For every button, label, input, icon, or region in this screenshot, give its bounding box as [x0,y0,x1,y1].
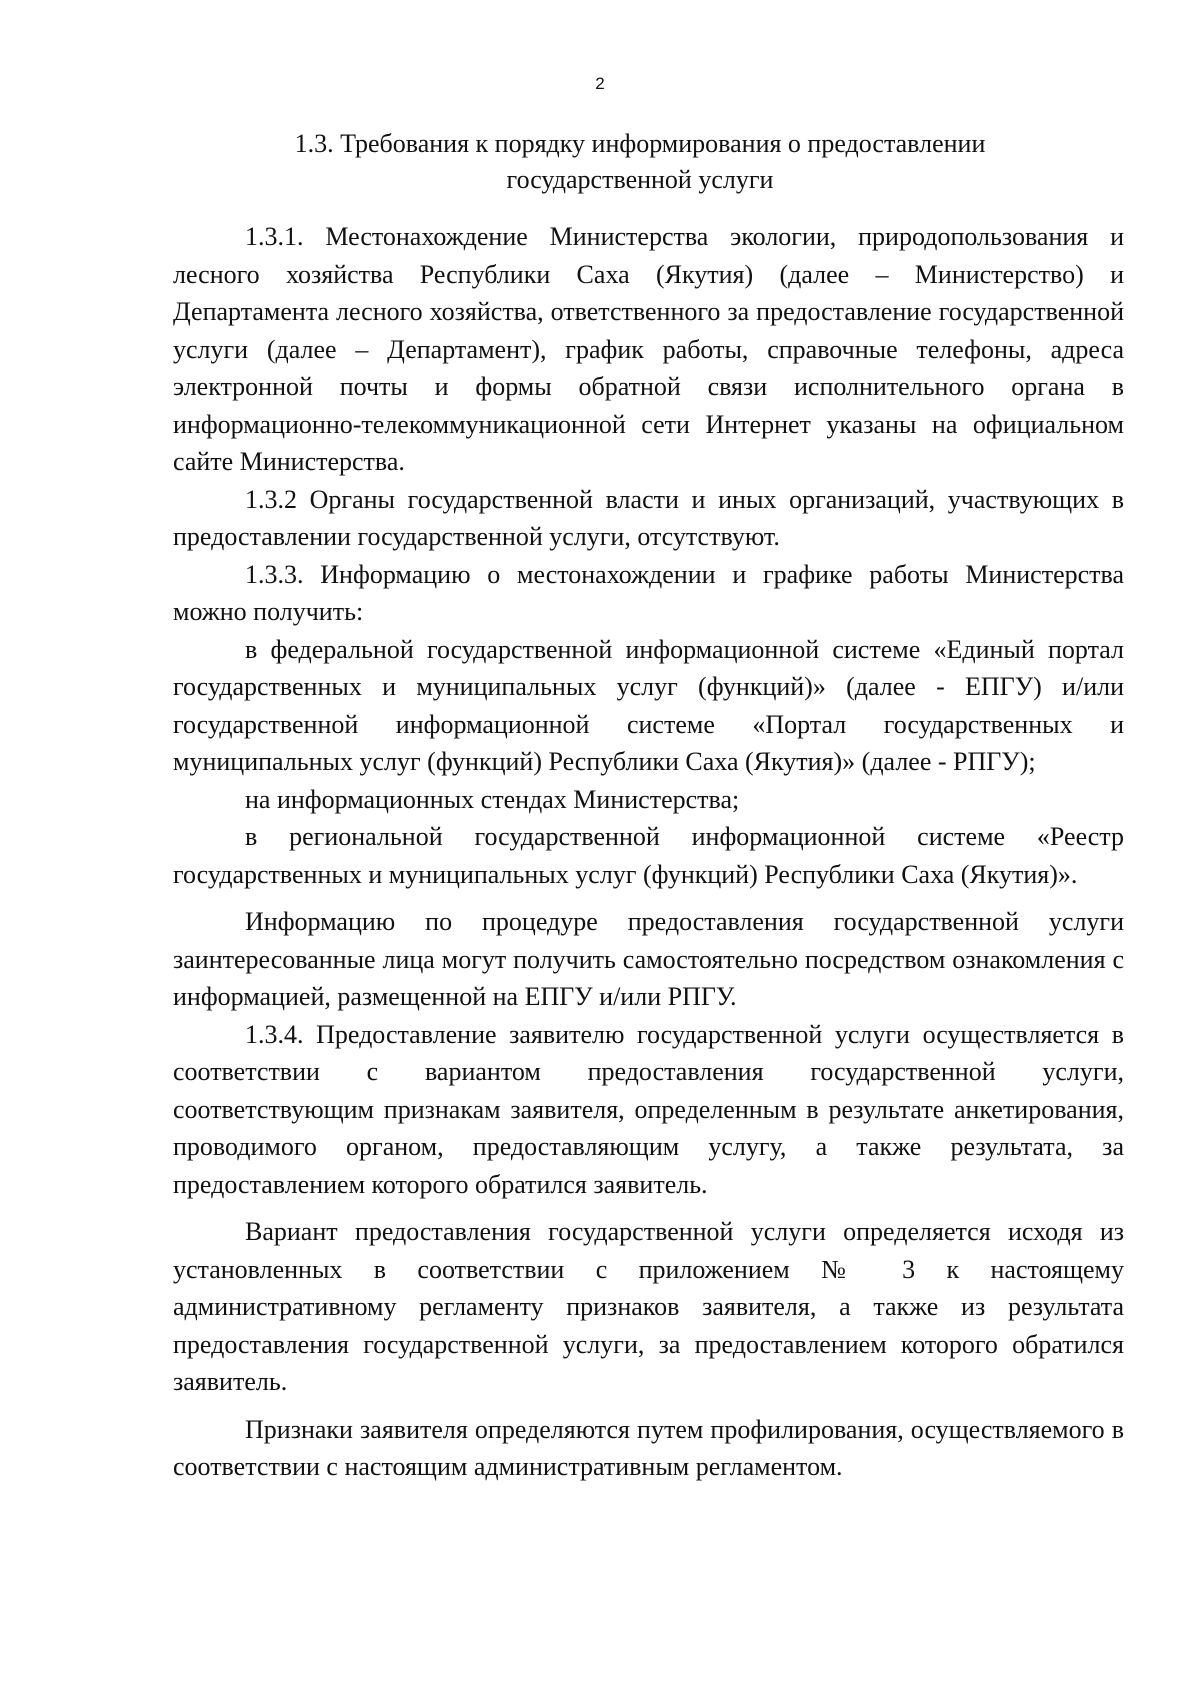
paragraph-applicant-features: Признаки заявителя определяются путем профилирования, осуществляемого в соответствии с настоящим административным регламентом. [173,1414,1124,1481]
document-body [173,218,1124,1486]
paragraph-1-3-1: 1.3.1. Местонахождение Министерства экологии, природопользования и лесного хозяйства Республики Саха (Якутия) (далее – Министерство) и Департамента лесного хозяйства, ответственного за предоставление государственной услуги (далее – Департамент), график работы, справочные телефоны, адреса электронной почты и формы обратной связи исполнительного органа в информационно-телекоммуникационной сети Интернет указаны на официальном сайте Министерства. [173,222,1124,476]
section-heading-line-2: государственной услуги [506,165,774,194]
paragraph-procedure-info: Информацию по процедуре предоставления государственной услуги заинтересованные лица могут получить самостоятельно посредством ознакомления с информацией, размещенной на ЕПГУ и/или РПГУ. [173,907,1124,1011]
section-heading-line-1: 1.3. Требования к порядку информирования о предоставлении [294,129,986,158]
page-number: 2 [595,74,605,93]
section-heading [160,126,1120,198]
paragraph-service-variant: Вариант предоставления государственной услуги определяется исходя из установленных в соответствии с приложением № 3 к настоящему административному регламенту признаков заявителя, а также из результата предоставления государственной услуги, за предоставлением которого обратился заявитель. [173,1217,1124,1396]
paragraph-1-3-4: 1.3.4. Предоставление заявителю государственной услуги осуществляется в соответствии с вариантом предоставления государственной услуги, соответствующим признакам заявителя, определенным в результате анкетирования, проводимого органом, предоставляющим услугу, а также результата, за предоставлением которого обратился заявитель. [173,1019,1124,1199]
paragraph-epgu-rpgu: в федеральной государственной информационной системе «Единый портал государственных и муниципальных услуг (функций)» (далее - ЕПГУ) и/или государственной информационной системе «Портал государственных и муниципальных услуг (функций) Республики Саха (Якутия)» (далее - РПГУ); [173,634,1124,776]
paragraph-1-3-3: 1.3.3. Информацию о местонахождении и графике работы Министерства можно получить: [173,559,1124,626]
paragraph-stands: на информационных стендах Министерства; [245,784,740,814]
paragraph-registry: в региональной государственной информационной системе «Реестр государственных и муниципальных услуг (функций) Республики Саха (Якутия)». [173,822,1124,889]
paragraph-1-3-2: 1.3.2 Органы государственной власти и иных организаций, участвующих в предоставлении государственной услуги, отсутствуют. [173,484,1124,551]
